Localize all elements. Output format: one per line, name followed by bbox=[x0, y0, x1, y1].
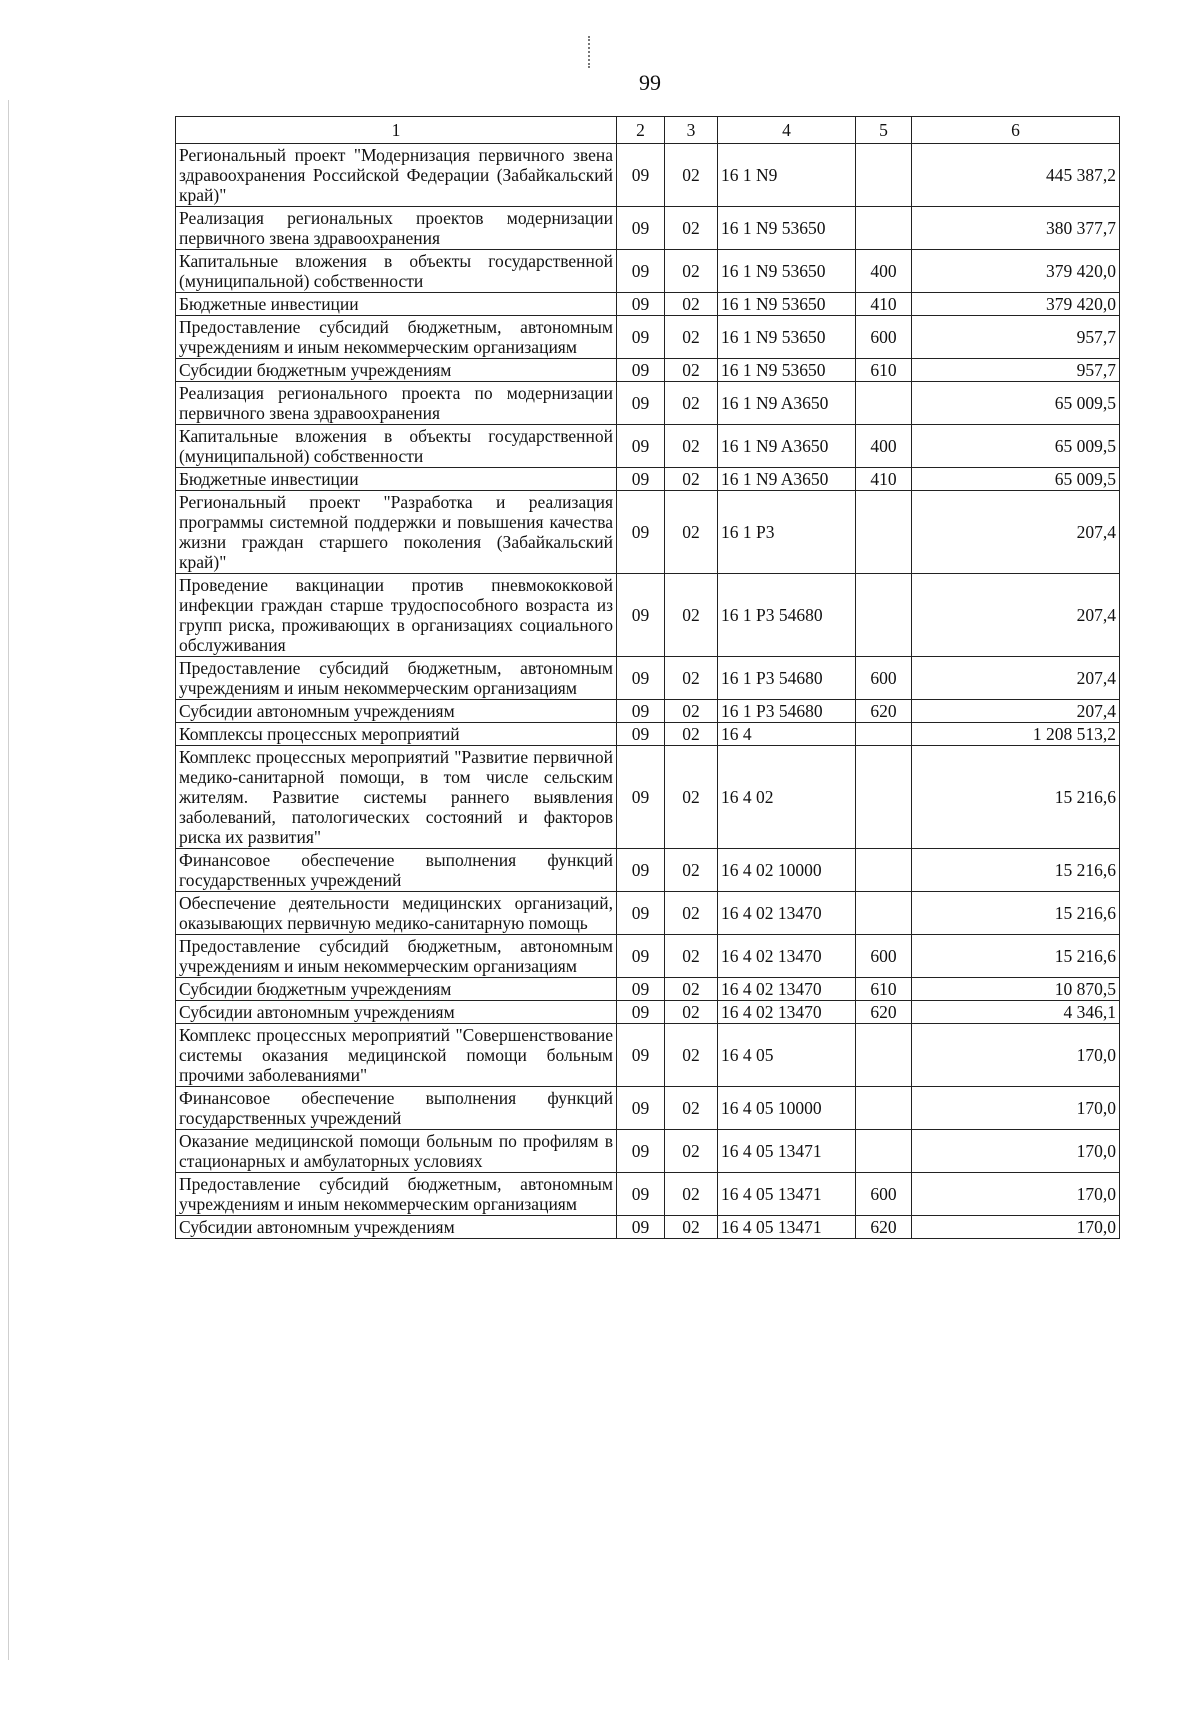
table-row bbox=[176, 1130, 1120, 1173]
table-row bbox=[176, 657, 1120, 700]
row-amount-cell: 207,4 bbox=[912, 491, 1120, 574]
row-name-cell: Предоставление субсидий бюджетным, автономным учреждениям и иным некоммерческим организациям bbox=[176, 1173, 617, 1216]
row-name-cell: Региональный проект "Разработка и реализация программы системной поддержки и повышения качества жизни граждан старшего поколения (Забайкальский край)" bbox=[176, 491, 617, 574]
table-row bbox=[176, 425, 1120, 468]
table-header-row bbox=[176, 117, 1120, 144]
table-row bbox=[176, 935, 1120, 978]
row-section-cell: 09 bbox=[617, 491, 665, 574]
table-row bbox=[176, 723, 1120, 746]
row-name-cell: Обеспечение деятельности медицинских организаций, оказывающих первичную медико-санитарную помощь bbox=[176, 892, 617, 935]
row-expense-type-cell: 620 bbox=[856, 1001, 912, 1024]
row-amount-cell: 1 208 513,2 bbox=[912, 723, 1120, 746]
table-row bbox=[176, 1087, 1120, 1130]
row-target-code-cell: 16 4 05 13471 bbox=[718, 1130, 856, 1173]
row-section-cell: 09 bbox=[617, 700, 665, 723]
table-row bbox=[176, 700, 1120, 723]
row-expense-type-cell bbox=[856, 849, 912, 892]
row-expense-type-cell: 620 bbox=[856, 1216, 912, 1239]
row-subsection-cell: 02 bbox=[665, 657, 718, 700]
header-col-6: 6 bbox=[912, 117, 1120, 144]
row-section-cell: 09 bbox=[617, 892, 665, 935]
row-name-cell: Реализация регионального проекта по модернизации первичного звена здравоохранения bbox=[176, 382, 617, 425]
row-name-cell: Региональный проект "Модернизация первичного звена здравоохранения Российской Федерации (Забайкальский край)" bbox=[176, 144, 617, 207]
scan-mark bbox=[588, 36, 592, 68]
row-expense-type-cell bbox=[856, 892, 912, 935]
row-target-code-cell: 16 4 02 13470 bbox=[718, 935, 856, 978]
page-number: 99 bbox=[639, 70, 661, 95]
row-section-cell: 09 bbox=[617, 935, 665, 978]
table-row bbox=[176, 144, 1120, 207]
row-name-cell: Проведение вакцинации против пневмококковой инфекции граждан старше трудоспособного возраста из групп риска, проживающих в организациях социального обслуживания bbox=[176, 574, 617, 657]
row-target-code-cell: 16 4 bbox=[718, 723, 856, 746]
row-target-code-cell: 16 1 P3 54680 bbox=[718, 700, 856, 723]
row-amount-cell: 65 009,5 bbox=[912, 468, 1120, 491]
row-expense-type-cell bbox=[856, 746, 912, 849]
row-name-cell: Капитальные вложения в объекты государственной (муниципальной) собственности bbox=[176, 425, 617, 468]
row-amount-cell: 380 377,7 bbox=[912, 207, 1120, 250]
row-amount-cell: 15 216,6 bbox=[912, 746, 1120, 849]
row-subsection-cell: 02 bbox=[665, 293, 718, 316]
page-edge bbox=[8, 100, 9, 1660]
row-amount-cell: 4 346,1 bbox=[912, 1001, 1120, 1024]
row-amount-cell: 207,4 bbox=[912, 657, 1120, 700]
row-target-code-cell: 16 4 05 13471 bbox=[718, 1216, 856, 1239]
header-col-1: 1 bbox=[176, 117, 617, 144]
row-expense-type-cell bbox=[856, 723, 912, 746]
row-section-cell: 09 bbox=[617, 1001, 665, 1024]
row-subsection-cell: 02 bbox=[665, 935, 718, 978]
row-subsection-cell: 02 bbox=[665, 746, 718, 849]
table-row bbox=[176, 207, 1120, 250]
table-row bbox=[176, 1001, 1120, 1024]
table-row bbox=[176, 1216, 1120, 1239]
row-target-code-cell: 16 4 05 bbox=[718, 1024, 856, 1087]
table-row bbox=[176, 293, 1120, 316]
row-name-cell: Бюджетные инвестиции bbox=[176, 293, 617, 316]
row-amount-cell: 65 009,5 bbox=[912, 425, 1120, 468]
row-section-cell: 09 bbox=[617, 144, 665, 207]
table-row bbox=[176, 978, 1120, 1001]
row-section-cell: 09 bbox=[617, 849, 665, 892]
row-target-code-cell: 16 1 N9 A3650 bbox=[718, 382, 856, 425]
row-section-cell: 09 bbox=[617, 1216, 665, 1239]
row-subsection-cell: 02 bbox=[665, 1087, 718, 1130]
table-row bbox=[176, 892, 1120, 935]
row-name-cell: Субсидии автономным учреждениям bbox=[176, 700, 617, 723]
row-target-code-cell: 16 4 02 13470 bbox=[718, 1001, 856, 1024]
row-expense-type-cell bbox=[856, 574, 912, 657]
row-subsection-cell: 02 bbox=[665, 1024, 718, 1087]
row-target-code-cell: 16 1 N9 53650 bbox=[718, 316, 856, 359]
row-section-cell: 09 bbox=[617, 382, 665, 425]
row-section-cell: 09 bbox=[617, 359, 665, 382]
row-name-cell: Комплекс процессных мероприятий "Развитие первичной медико-санитарной помощи, в том числе сельским жителям. Развитие системы раннего выявления заболеваний, патологических состояний и факторов риска их развития" bbox=[176, 746, 617, 849]
row-name-cell: Предоставление субсидий бюджетным, автономным учреждениям и иным некоммерческим организациям bbox=[176, 935, 617, 978]
row-section-cell: 09 bbox=[617, 574, 665, 657]
row-subsection-cell: 02 bbox=[665, 468, 718, 491]
header-col-4: 4 bbox=[718, 117, 856, 144]
row-amount-cell: 207,4 bbox=[912, 574, 1120, 657]
budget-table bbox=[175, 116, 1120, 1239]
table-body bbox=[176, 144, 1120, 1239]
row-section-cell: 09 bbox=[617, 1130, 665, 1173]
row-subsection-cell: 02 bbox=[665, 250, 718, 293]
row-expense-type-cell bbox=[856, 491, 912, 574]
row-subsection-cell: 02 bbox=[665, 574, 718, 657]
row-amount-cell: 445 387,2 bbox=[912, 144, 1120, 207]
row-amount-cell: 170,0 bbox=[912, 1173, 1120, 1216]
row-subsection-cell: 02 bbox=[665, 1173, 718, 1216]
row-expense-type-cell: 400 bbox=[856, 250, 912, 293]
row-subsection-cell: 02 bbox=[665, 1130, 718, 1173]
row-subsection-cell: 02 bbox=[665, 1001, 718, 1024]
row-section-cell: 09 bbox=[617, 293, 665, 316]
row-target-code-cell: 16 4 02 13470 bbox=[718, 892, 856, 935]
row-target-code-cell: 16 1 P3 54680 bbox=[718, 574, 856, 657]
header-col-2: 2 bbox=[617, 117, 665, 144]
row-subsection-cell: 02 bbox=[665, 1216, 718, 1239]
table-row bbox=[176, 382, 1120, 425]
row-subsection-cell: 02 bbox=[665, 207, 718, 250]
row-expense-type-cell: 410 bbox=[856, 293, 912, 316]
row-subsection-cell: 02 bbox=[665, 892, 718, 935]
row-amount-cell: 10 870,5 bbox=[912, 978, 1120, 1001]
row-amount-cell: 15 216,6 bbox=[912, 892, 1120, 935]
row-target-code-cell: 16 4 02 10000 bbox=[718, 849, 856, 892]
row-target-code-cell: 16 1 P3 54680 bbox=[718, 657, 856, 700]
row-name-cell: Субсидии автономным учреждениям bbox=[176, 1216, 617, 1239]
table-row bbox=[176, 491, 1120, 574]
row-section-cell: 09 bbox=[617, 978, 665, 1001]
row-amount-cell: 170,0 bbox=[912, 1024, 1120, 1087]
row-target-code-cell: 16 1 N9 53650 bbox=[718, 293, 856, 316]
row-subsection-cell: 02 bbox=[665, 700, 718, 723]
row-amount-cell: 379 420,0 bbox=[912, 250, 1120, 293]
row-expense-type-cell: 620 bbox=[856, 700, 912, 723]
row-subsection-cell: 02 bbox=[665, 849, 718, 892]
row-amount-cell: 957,7 bbox=[912, 359, 1120, 382]
table-row bbox=[176, 316, 1120, 359]
row-name-cell: Реализация региональных проектов модернизации первичного звена здравоохранения bbox=[176, 207, 617, 250]
row-amount-cell: 379 420,0 bbox=[912, 293, 1120, 316]
row-section-cell: 09 bbox=[617, 468, 665, 491]
table-row bbox=[176, 746, 1120, 849]
row-name-cell: Субсидии автономным учреждениям bbox=[176, 1001, 617, 1024]
row-name-cell: Комплекс процессных мероприятий "Совершенствование системы оказания медицинской помощи больным прочими заболеваниями" bbox=[176, 1024, 617, 1087]
table-row bbox=[176, 1173, 1120, 1216]
row-expense-type-cell bbox=[856, 382, 912, 425]
row-amount-cell: 65 009,5 bbox=[912, 382, 1120, 425]
row-amount-cell: 207,4 bbox=[912, 700, 1120, 723]
row-expense-type-cell: 610 bbox=[856, 359, 912, 382]
row-target-code-cell: 16 1 P3 bbox=[718, 491, 856, 574]
row-name-cell: Оказание медицинской помощи больным по профилям в стационарных и амбулаторных условиях bbox=[176, 1130, 617, 1173]
row-target-code-cell: 16 1 N9 53650 bbox=[718, 359, 856, 382]
row-target-code-cell: 16 4 05 10000 bbox=[718, 1087, 856, 1130]
row-section-cell: 09 bbox=[617, 1024, 665, 1087]
row-section-cell: 09 bbox=[617, 1173, 665, 1216]
row-section-cell: 09 bbox=[617, 723, 665, 746]
row-name-cell: Финансовое обеспечение выполнения функций государственных учреждений bbox=[176, 1087, 617, 1130]
table-row bbox=[176, 468, 1120, 491]
row-amount-cell: 170,0 bbox=[912, 1087, 1120, 1130]
row-expense-type-cell: 600 bbox=[856, 316, 912, 359]
row-subsection-cell: 02 bbox=[665, 425, 718, 468]
row-section-cell: 09 bbox=[617, 657, 665, 700]
row-subsection-cell: 02 bbox=[665, 359, 718, 382]
row-subsection-cell: 02 bbox=[665, 382, 718, 425]
row-amount-cell: 15 216,6 bbox=[912, 935, 1120, 978]
row-name-cell: Субсидии бюджетным учреждениям bbox=[176, 359, 617, 382]
row-name-cell: Комплексы процессных мероприятий bbox=[176, 723, 617, 746]
row-subsection-cell: 02 bbox=[665, 723, 718, 746]
row-name-cell: Предоставление субсидий бюджетным, автономным учреждениям и иным некоммерческим организациям bbox=[176, 316, 617, 359]
row-section-cell: 09 bbox=[617, 1087, 665, 1130]
table-row bbox=[176, 1024, 1120, 1087]
row-name-cell: Бюджетные инвестиции bbox=[176, 468, 617, 491]
row-expense-type-cell: 410 bbox=[856, 468, 912, 491]
row-subsection-cell: 02 bbox=[665, 978, 718, 1001]
row-expense-type-cell bbox=[856, 144, 912, 207]
row-section-cell: 09 bbox=[617, 746, 665, 849]
row-section-cell: 09 bbox=[617, 425, 665, 468]
row-amount-cell: 170,0 bbox=[912, 1216, 1120, 1239]
table-row bbox=[176, 250, 1120, 293]
row-name-cell: Капитальные вложения в объекты государственной (муниципальной) собственности bbox=[176, 250, 617, 293]
row-section-cell: 09 bbox=[617, 250, 665, 293]
row-name-cell: Предоставление субсидий бюджетным, автономным учреждениям и иным некоммерческим организациям bbox=[176, 657, 617, 700]
row-expense-type-cell: 600 bbox=[856, 935, 912, 978]
row-expense-type-cell bbox=[856, 1024, 912, 1087]
row-amount-cell: 957,7 bbox=[912, 316, 1120, 359]
row-target-code-cell: 16 1 N9 53650 bbox=[718, 207, 856, 250]
row-name-cell: Финансовое обеспечение выполнения функций государственных учреждений bbox=[176, 849, 617, 892]
row-expense-type-cell bbox=[856, 1130, 912, 1173]
row-name-cell: Субсидии бюджетным учреждениям bbox=[176, 978, 617, 1001]
row-expense-type-cell: 610 bbox=[856, 978, 912, 1001]
table-row bbox=[176, 359, 1120, 382]
row-target-code-cell: 16 1 N9 A3650 bbox=[718, 425, 856, 468]
row-target-code-cell: 16 4 05 13471 bbox=[718, 1173, 856, 1216]
table-header bbox=[176, 117, 1120, 144]
row-expense-type-cell: 600 bbox=[856, 1173, 912, 1216]
header-col-5: 5 bbox=[856, 117, 912, 144]
row-section-cell: 09 bbox=[617, 207, 665, 250]
row-target-code-cell: 16 1 N9 A3650 bbox=[718, 468, 856, 491]
row-subsection-cell: 02 bbox=[665, 144, 718, 207]
row-expense-type-cell bbox=[856, 207, 912, 250]
row-expense-type-cell: 600 bbox=[856, 657, 912, 700]
row-amount-cell: 170,0 bbox=[912, 1130, 1120, 1173]
row-target-code-cell: 16 1 N9 53650 bbox=[718, 250, 856, 293]
table-row bbox=[176, 849, 1120, 892]
row-amount-cell: 15 216,6 bbox=[912, 849, 1120, 892]
table-row bbox=[176, 574, 1120, 657]
row-expense-type-cell bbox=[856, 1087, 912, 1130]
row-subsection-cell: 02 bbox=[665, 491, 718, 574]
row-subsection-cell: 02 bbox=[665, 316, 718, 359]
row-target-code-cell: 16 1 N9 bbox=[718, 144, 856, 207]
row-target-code-cell: 16 4 02 13470 bbox=[718, 978, 856, 1001]
row-section-cell: 09 bbox=[617, 316, 665, 359]
header-col-3: 3 bbox=[665, 117, 718, 144]
row-target-code-cell: 16 4 02 bbox=[718, 746, 856, 849]
row-expense-type-cell: 400 bbox=[856, 425, 912, 468]
